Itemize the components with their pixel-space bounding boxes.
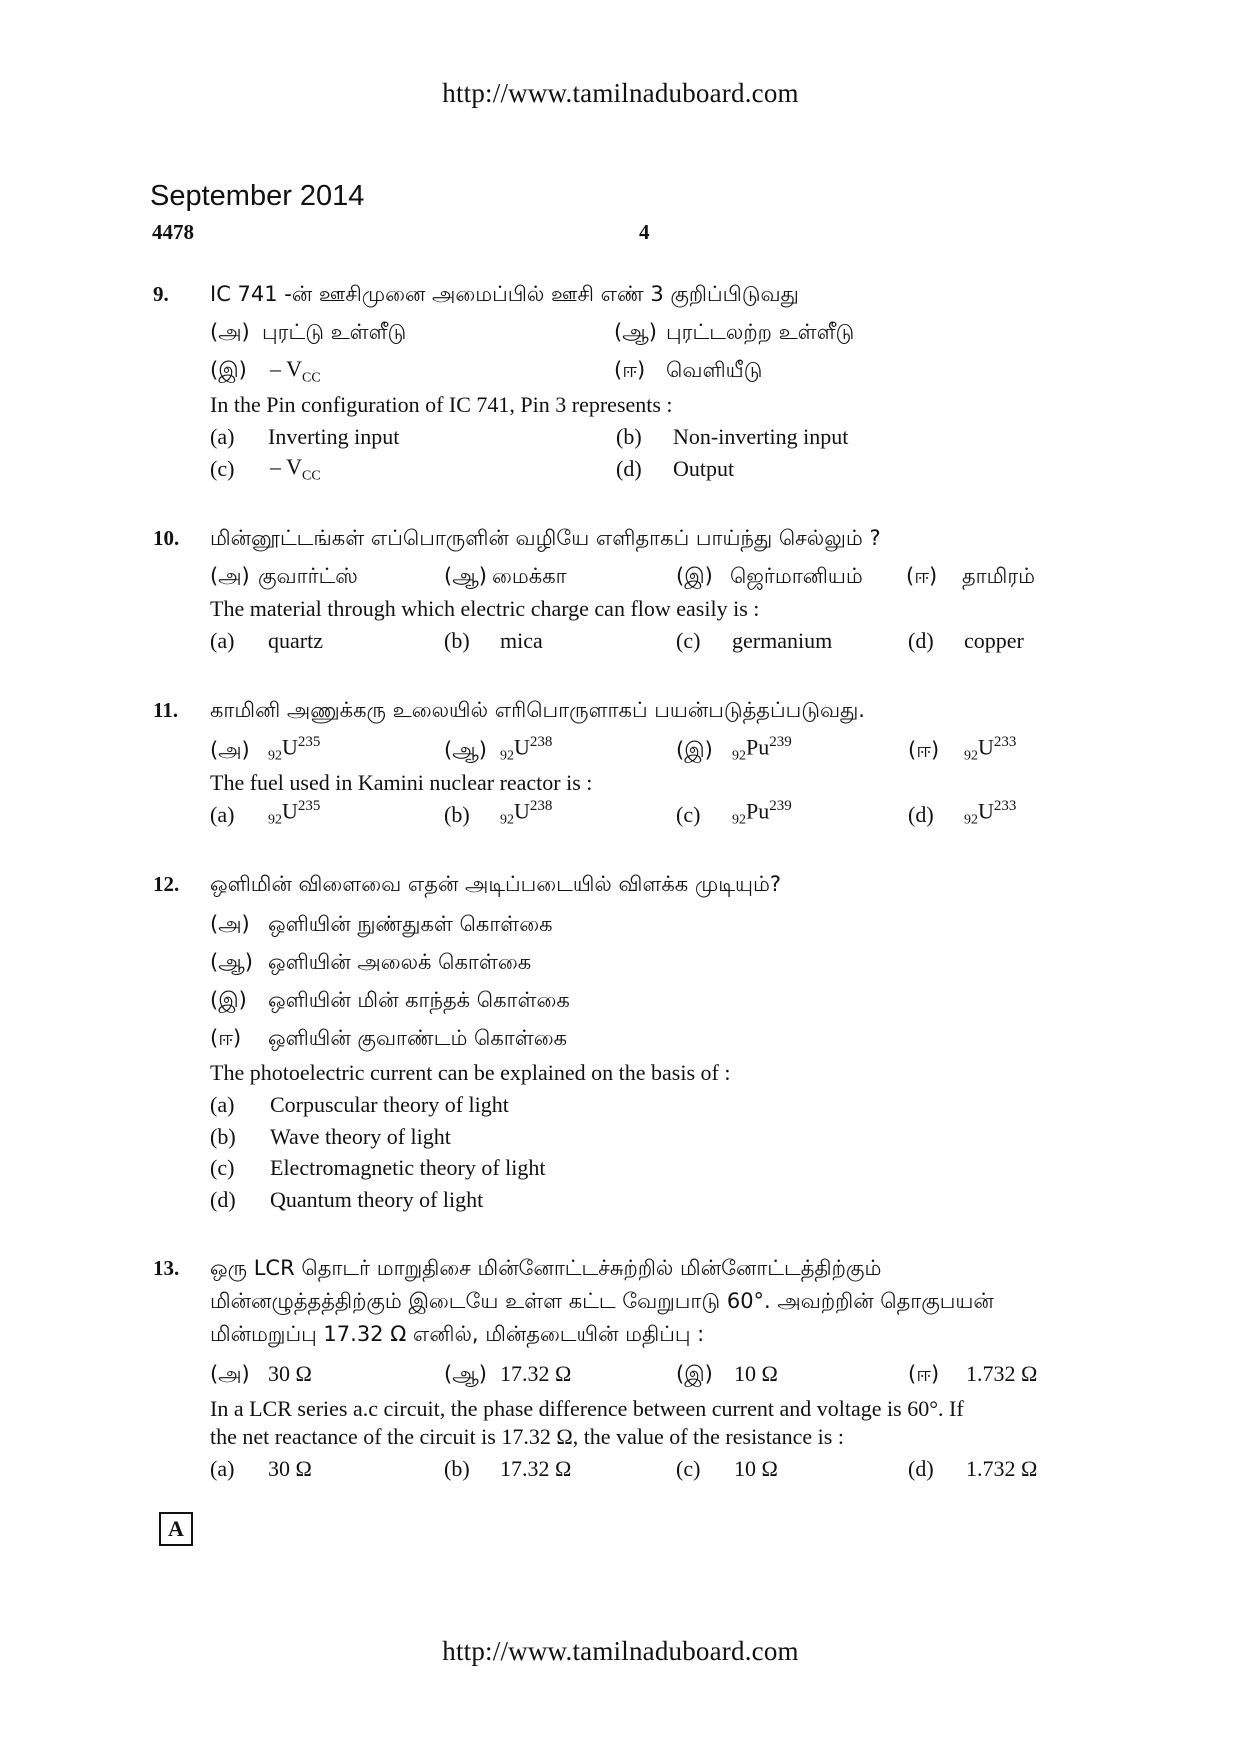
option-text: Inverting input	[268, 424, 400, 449]
isotope: $_{92}U^{235}$	[268, 734, 321, 764]
option-text: புரட்டலற்ற உள்ளீடு	[666, 320, 855, 344]
question-number: 11.	[153, 698, 179, 722]
option-label: (c)	[210, 1155, 235, 1180]
tamil-question-line: ஒரு LCR தொடர் மாறுதிசை மின்னோட்டச்சுற்றில் மின்னோட்டத்திற்கும்	[210, 1256, 882, 1280]
option-label: (b)	[444, 628, 470, 653]
english-question-line: In a LCR series a.c circuit, the phase difference between current and voltage is 60°. If	[210, 1396, 964, 1421]
option-label: (அ)	[210, 564, 250, 588]
option-text: 30 Ω	[268, 1456, 312, 1481]
option-label: (b)	[210, 1124, 236, 1149]
option-text: 10 Ω	[734, 1361, 778, 1386]
option-label: (b)	[444, 802, 470, 827]
option-label: (அ)	[210, 912, 250, 936]
option-text: தாமிரம்	[962, 564, 1036, 588]
option-text: Corpuscular theory of light	[270, 1092, 509, 1117]
tamil-question-line: மின்மறுப்பு 17.32 Ω எனில், மின்தடையின் மதிப்பு :	[210, 1322, 705, 1346]
option-label: (ஆ)	[444, 564, 487, 588]
option-label: (ஈ)	[614, 358, 646, 382]
option-text: 1.732 Ω	[966, 1456, 1038, 1481]
option-text: 17.32 Ω	[500, 1456, 572, 1481]
isotope: $_{92}U^{233}$	[964, 734, 1017, 764]
english-question: The material through which electric charge can flow easily is :	[210, 596, 760, 621]
page-number: 4	[639, 220, 650, 244]
option-label: (c)	[676, 802, 701, 827]
option-text: புரட்டு உள்ளீடு	[262, 320, 407, 344]
paper-code: 4478	[152, 220, 194, 244]
option-label: (a)	[210, 802, 235, 827]
option-text: quartz	[268, 628, 323, 653]
option-text: ஜெர்மானியம்	[730, 564, 863, 588]
option-text: மைக்கா	[492, 564, 567, 588]
isotope: $_{92}Pu^{239}$	[732, 734, 792, 764]
english-question-line: the net reactance of the circuit is 17.32 Ω, the value of the resistance is :	[210, 1424, 844, 1449]
option-text: 30 Ω	[268, 1361, 312, 1386]
booklet-type-box: A	[159, 1512, 193, 1546]
option-label: (ஆ)	[614, 320, 657, 344]
option-text: வெளியீடு	[666, 358, 763, 382]
option-text: 1.732 Ω	[966, 1361, 1038, 1386]
option-label: (அ)	[210, 738, 250, 762]
option-text: ஒளியின் அலைக் கொள்கை	[268, 950, 532, 974]
tamil-question: மின்னூட்டங்கள் எப்பொருளின் வழியே எளிதாகப் பாய்ந்து செல்லும் ?	[210, 526, 881, 550]
option-text: Non-inverting input	[673, 424, 849, 449]
tamil-question: IC 741 -ன் ஊசிமுனை அமைப்பில் ஊசி எண் 3 குறிப்பிடுவது	[210, 282, 799, 306]
option-label: (ஈ)	[908, 738, 940, 762]
option-label: (d)	[908, 802, 934, 827]
question-number: 9.	[153, 282, 169, 306]
option-label: (a)	[210, 1092, 235, 1117]
footer-url[interactable]: http://www.tamilnaduboard.com	[442, 1636, 799, 1666]
option-label: (b)	[616, 424, 642, 449]
option-text: ஒளியின் நுண்துகள் கொள்கை	[268, 912, 553, 936]
option-label: (இ)	[676, 564, 713, 588]
option-text: 10 Ω	[734, 1456, 778, 1481]
english-question: The fuel used in Kamini nuclear reactor is :	[210, 770, 593, 795]
option-text: – $V_{CC}$	[270, 356, 321, 386]
option-text: Wave theory of light	[270, 1124, 451, 1149]
isotope: $_{92}U^{238}$	[500, 734, 553, 764]
option-label: (இ)	[676, 738, 713, 762]
option-label: (c)	[676, 1456, 701, 1481]
option-label: (d)	[616, 456, 642, 481]
tamil-question: காமினி அணுக்கரு உலையில் எரிபொருளாகப் பயன்படுத்தப்படுவது.	[210, 698, 865, 722]
option-text: mica	[500, 628, 543, 653]
exam-month: September 2014	[150, 180, 365, 212]
option-label: (c)	[676, 628, 701, 653]
option-text: Output	[673, 456, 735, 481]
option-label: (a)	[210, 628, 235, 653]
option-label: (ஆ)	[210, 950, 253, 974]
isotope: $_{92}U^{235}$	[268, 798, 321, 828]
english-question: The photoelectric current can be explained on the basis of :	[210, 1060, 731, 1085]
option-label: (அ)	[210, 1362, 250, 1386]
option-label: (d)	[908, 628, 934, 653]
option-text: 17.32 Ω	[500, 1361, 572, 1386]
option-label: (ஆ)	[444, 738, 487, 762]
option-label: (ஈ)	[210, 1026, 242, 1050]
option-text: – $V_{CC}$	[270, 454, 321, 484]
question-number: 13.	[153, 1256, 180, 1280]
option-text: ஒளியின் குவாண்டம் கொள்கை	[268, 1026, 568, 1050]
tamil-question: ஒளிமின் விளைவை எதன் அடிப்படையில் விளக்க முடியும்?	[210, 872, 781, 896]
question-number: 12.	[153, 872, 180, 896]
option-label: (ஆ)	[444, 1362, 487, 1386]
option-label: (இ)	[676, 1362, 713, 1386]
english-question: In the Pin configuration of IC 741, Pin 3 represents :	[210, 392, 673, 417]
option-label: (d)	[210, 1187, 236, 1212]
option-text: குவார்ட்ஸ்	[258, 564, 358, 588]
option-text: germanium	[732, 628, 833, 653]
option-label: (அ)	[210, 320, 250, 344]
option-text: Electromagnetic theory of light	[270, 1155, 546, 1180]
option-label: (இ)	[210, 988, 247, 1012]
option-text: ஒளியின் மின் காந்தக் கொள்கை	[268, 988, 570, 1012]
option-text: copper	[964, 628, 1024, 653]
option-label: (d)	[908, 1456, 934, 1481]
question-number: 10.	[153, 526, 180, 550]
header-url[interactable]: http://www.tamilnaduboard.com	[442, 78, 799, 108]
option-label: (b)	[444, 1456, 470, 1481]
isotope: $_{92}Pu^{239}$	[732, 798, 792, 828]
tamil-question-line: மின்னழுத்தத்திற்கும் இடையே உள்ள கட்ட வேறுபாடு 60°. அவற்றின் தொகுபயன்	[210, 1289, 994, 1313]
isotope: $_{92}U^{238}$	[500, 798, 553, 828]
option-label: (a)	[210, 1456, 235, 1481]
option-label: (இ)	[210, 358, 247, 382]
option-label: (c)	[210, 456, 235, 481]
option-label: (ஈ)	[906, 564, 938, 588]
option-label: (a)	[210, 424, 235, 449]
option-text: Quantum theory of light	[270, 1187, 484, 1212]
option-label: (ஈ)	[908, 1362, 940, 1386]
isotope: $_{92}U^{233}$	[964, 798, 1017, 828]
